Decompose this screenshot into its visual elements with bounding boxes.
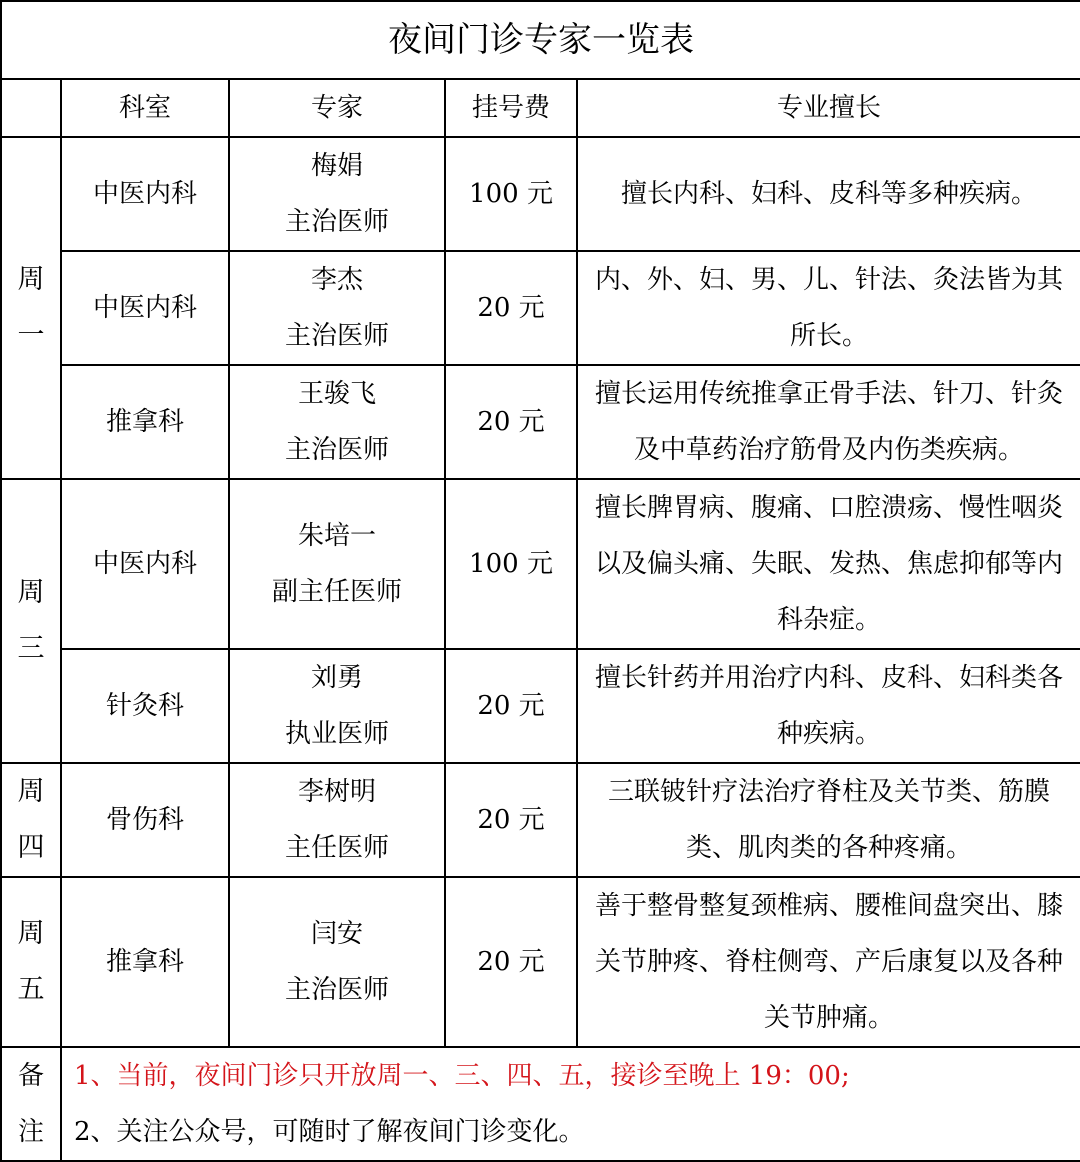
dept-cell: 推拿科 [61, 365, 229, 479]
fee-cell: 20 元 [445, 649, 577, 763]
table-row [1, 763, 1080, 877]
expert-cell [229, 251, 445, 365]
header-fee: 挂号费 [445, 79, 577, 137]
expert-cell [229, 877, 445, 1047]
table-row [1, 479, 1080, 649]
specialty-cell: 内、外、妇、男、儿、针法、灸法皆为其所长。 [577, 251, 1080, 365]
expert-title: 主任医师 [284, 833, 389, 863]
title-row [1, 1, 1080, 79]
table-row [1, 137, 1080, 251]
dept-cell: 中医内科 [61, 251, 229, 365]
expert-cell [229, 365, 445, 479]
expert-name: 李杰 [310, 265, 363, 295]
expert-name: 朱培一 [297, 521, 376, 551]
specialty-cell: 善于整骨整复颈椎病、腰椎间盘突出、膝关节肿疼、脊柱侧弯、产后康复以及各种关节肿痛。 [577, 877, 1080, 1047]
header-specialty: 专业擅长 [577, 79, 1080, 137]
expert-title: 执业医师 [284, 719, 389, 749]
dept-cell: 针灸科 [61, 649, 229, 763]
day-text: 周三 [17, 577, 45, 664]
table-row [1, 877, 1080, 1047]
expert-title: 主治医师 [284, 321, 389, 351]
day-label-thursday [1, 763, 61, 877]
specialty-cell: 擅长针药并用治疗内科、皮科、妇科类各种疾病。 [577, 649, 1080, 763]
specialty-cell: 三联铍针疗法治疗脊柱及关节类、筋膜类、肌肉类的各种疼痛。 [577, 763, 1080, 877]
expert-name: 闫安 [310, 919, 363, 949]
table-row [1, 649, 1080, 763]
expert-title: 主治医师 [284, 207, 389, 237]
dept-cell: 骨伤科 [61, 763, 229, 877]
day-text: 周一 [17, 264, 45, 351]
header-blank [1, 79, 61, 137]
fee-cell: 100 元 [445, 137, 577, 251]
expert-name: 梅娟 [310, 151, 363, 181]
expert-title: 主治医师 [284, 435, 389, 465]
day-label-wednesday [1, 479, 61, 763]
fee-cell: 20 元 [445, 877, 577, 1047]
notes-line-2: 2、关注公众号，可随时了解夜间门诊变化。 [74, 1117, 585, 1147]
table-row [1, 365, 1080, 479]
dept-cell: 中医内科 [61, 479, 229, 649]
dept-cell: 中医内科 [61, 137, 229, 251]
expert-cell [229, 649, 445, 763]
day-text: 周五 [17, 918, 45, 1005]
expert-title: 主治医师 [284, 975, 389, 1005]
expert-name: 李树明 [297, 777, 376, 807]
expert-cell [229, 137, 445, 251]
day-label-monday [1, 137, 61, 479]
expert-name: 王骏飞 [297, 379, 376, 409]
expert-cell [229, 763, 445, 877]
expert-cell [229, 479, 445, 649]
notes-label-text: 备注 [17, 1061, 44, 1147]
header-dept: 科室 [61, 79, 229, 137]
fee-cell: 20 元 [445, 365, 577, 479]
notes-line-1: 1、当前，夜间门诊只开放周一、三、四、五，接诊至晚上 19：00; [74, 1061, 850, 1091]
specialty-cell: 擅长运用传统推拿正骨手法、针刀、针灸及中草药治疗筋骨及内伤类疾病。 [577, 365, 1080, 479]
table-row [1, 251, 1080, 365]
specialty-cell: 擅长脾胃病、腹痛、口腔溃疡、慢性咽炎以及偏头痛、失眠、发热、焦虑抑郁等内科杂症。 [577, 479, 1080, 649]
dept-cell: 推拿科 [61, 877, 229, 1047]
day-text: 周四 [17, 776, 45, 863]
header-row [1, 79, 1080, 137]
specialty-cell: 擅长内科、妇科、皮科等多种疾病。 [577, 137, 1080, 251]
fee-cell: 100 元 [445, 479, 577, 649]
header-expert: 专家 [229, 79, 445, 137]
expert-title: 副主任医师 [271, 577, 402, 607]
expert-name: 刘勇 [310, 663, 363, 693]
fee-cell: 20 元 [445, 763, 577, 877]
day-label-friday [1, 877, 61, 1047]
page-title: 夜间门诊专家一览表 [1, 1, 1080, 79]
fee-cell: 20 元 [445, 251, 577, 365]
